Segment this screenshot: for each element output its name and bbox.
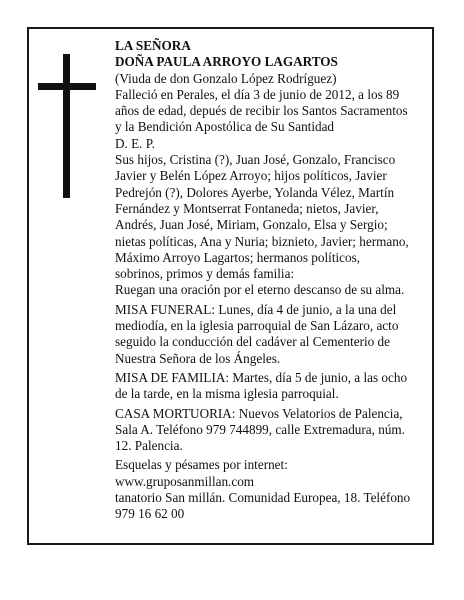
funeral-line: mediodía, en la iglesia parroquial de San Lázaro, acto bbox=[115, 318, 399, 334]
website-link[interactable]: www.gruposanmillan.com bbox=[115, 473, 255, 489]
deceased-name: DOÑA PAULA ARROYO LAGARTOS bbox=[115, 54, 338, 70]
latin-cross-icon bbox=[38, 54, 96, 198]
online-line: Esquelas y pésames por internet: bbox=[115, 457, 288, 473]
death-line: años de edad, depués de recibir los Santos Sacramentos bbox=[115, 103, 408, 119]
family-line: Pedrejón (?), Dolores Ayerbe, Yolanda Vélez, Martín bbox=[115, 184, 395, 200]
online-line: tanatorio San millán. Comunidad Europea, 18. Teléfono bbox=[115, 490, 411, 506]
mortuary-line: 12. Palencia. bbox=[115, 438, 183, 454]
death-line: Falleció en Perales, el día 3 de junio de 2012, a los 89 bbox=[115, 86, 400, 102]
title-line-1: LA SEÑORA bbox=[115, 38, 191, 53]
mortuary-line: CASA MORTUORIA: Nuevos Velatorios de Palencia, bbox=[115, 405, 403, 421]
funeral-line: MISA FUNERAL: Lunes, día 4 de junio, a la una del bbox=[115, 301, 397, 317]
family-line: Máximo Arroyo Lagartos; hermanos políticos, bbox=[115, 249, 361, 265]
family-line: sobrinos, primos y demás familia: bbox=[115, 266, 295, 282]
family-mass-line: de la tarde, en la misma iglesia parroquial. bbox=[115, 386, 339, 402]
family-mass-line: MISA DE FAMILIA: Martes, día 5 de junio, a las ocho bbox=[115, 369, 408, 385]
death-line: y la Bendición Apostólica de Su Santidad bbox=[115, 119, 335, 135]
family-line: Javier y Belén López Arroyo; hijos políticos, Javier bbox=[115, 168, 387, 184]
cross-vertical-bar bbox=[63, 54, 70, 198]
mortuary-line: Sala A. Teléfono 979 744899, calle Extremadura, núm. bbox=[115, 421, 405, 437]
family-line: Fernández y Montserrat Fontaneda; nietos, Javier, bbox=[115, 200, 379, 216]
family-line: Sus hijos, Cristina (?), Juan José, Gonzalo, Francisco bbox=[115, 152, 396, 168]
funeral-line: Nuestra Señora de los Ángeles. bbox=[115, 350, 281, 366]
obituary-text bbox=[115, 38, 427, 523]
family-line: Andrés, Juan José, Miriam, Gonzalo, Elsa y Sergio; bbox=[115, 217, 388, 233]
rip-text: D. E. P. bbox=[115, 135, 155, 151]
funeral-line: seguido la conducción del cadáver al Cementerio de bbox=[115, 334, 390, 350]
prayer-line: Ruegan una oración por el eterno descanso de su alma. bbox=[115, 282, 405, 298]
family-line: nietas políticas, Ana y Nuria; biznieto, Javier; hermano, bbox=[115, 233, 409, 249]
cross-horizontal-bar bbox=[38, 83, 96, 90]
widow-of: (Viuda de don Gonzalo López Rodríguez) bbox=[115, 70, 337, 86]
phone-number: 979 16 62 00 bbox=[115, 506, 185, 522]
